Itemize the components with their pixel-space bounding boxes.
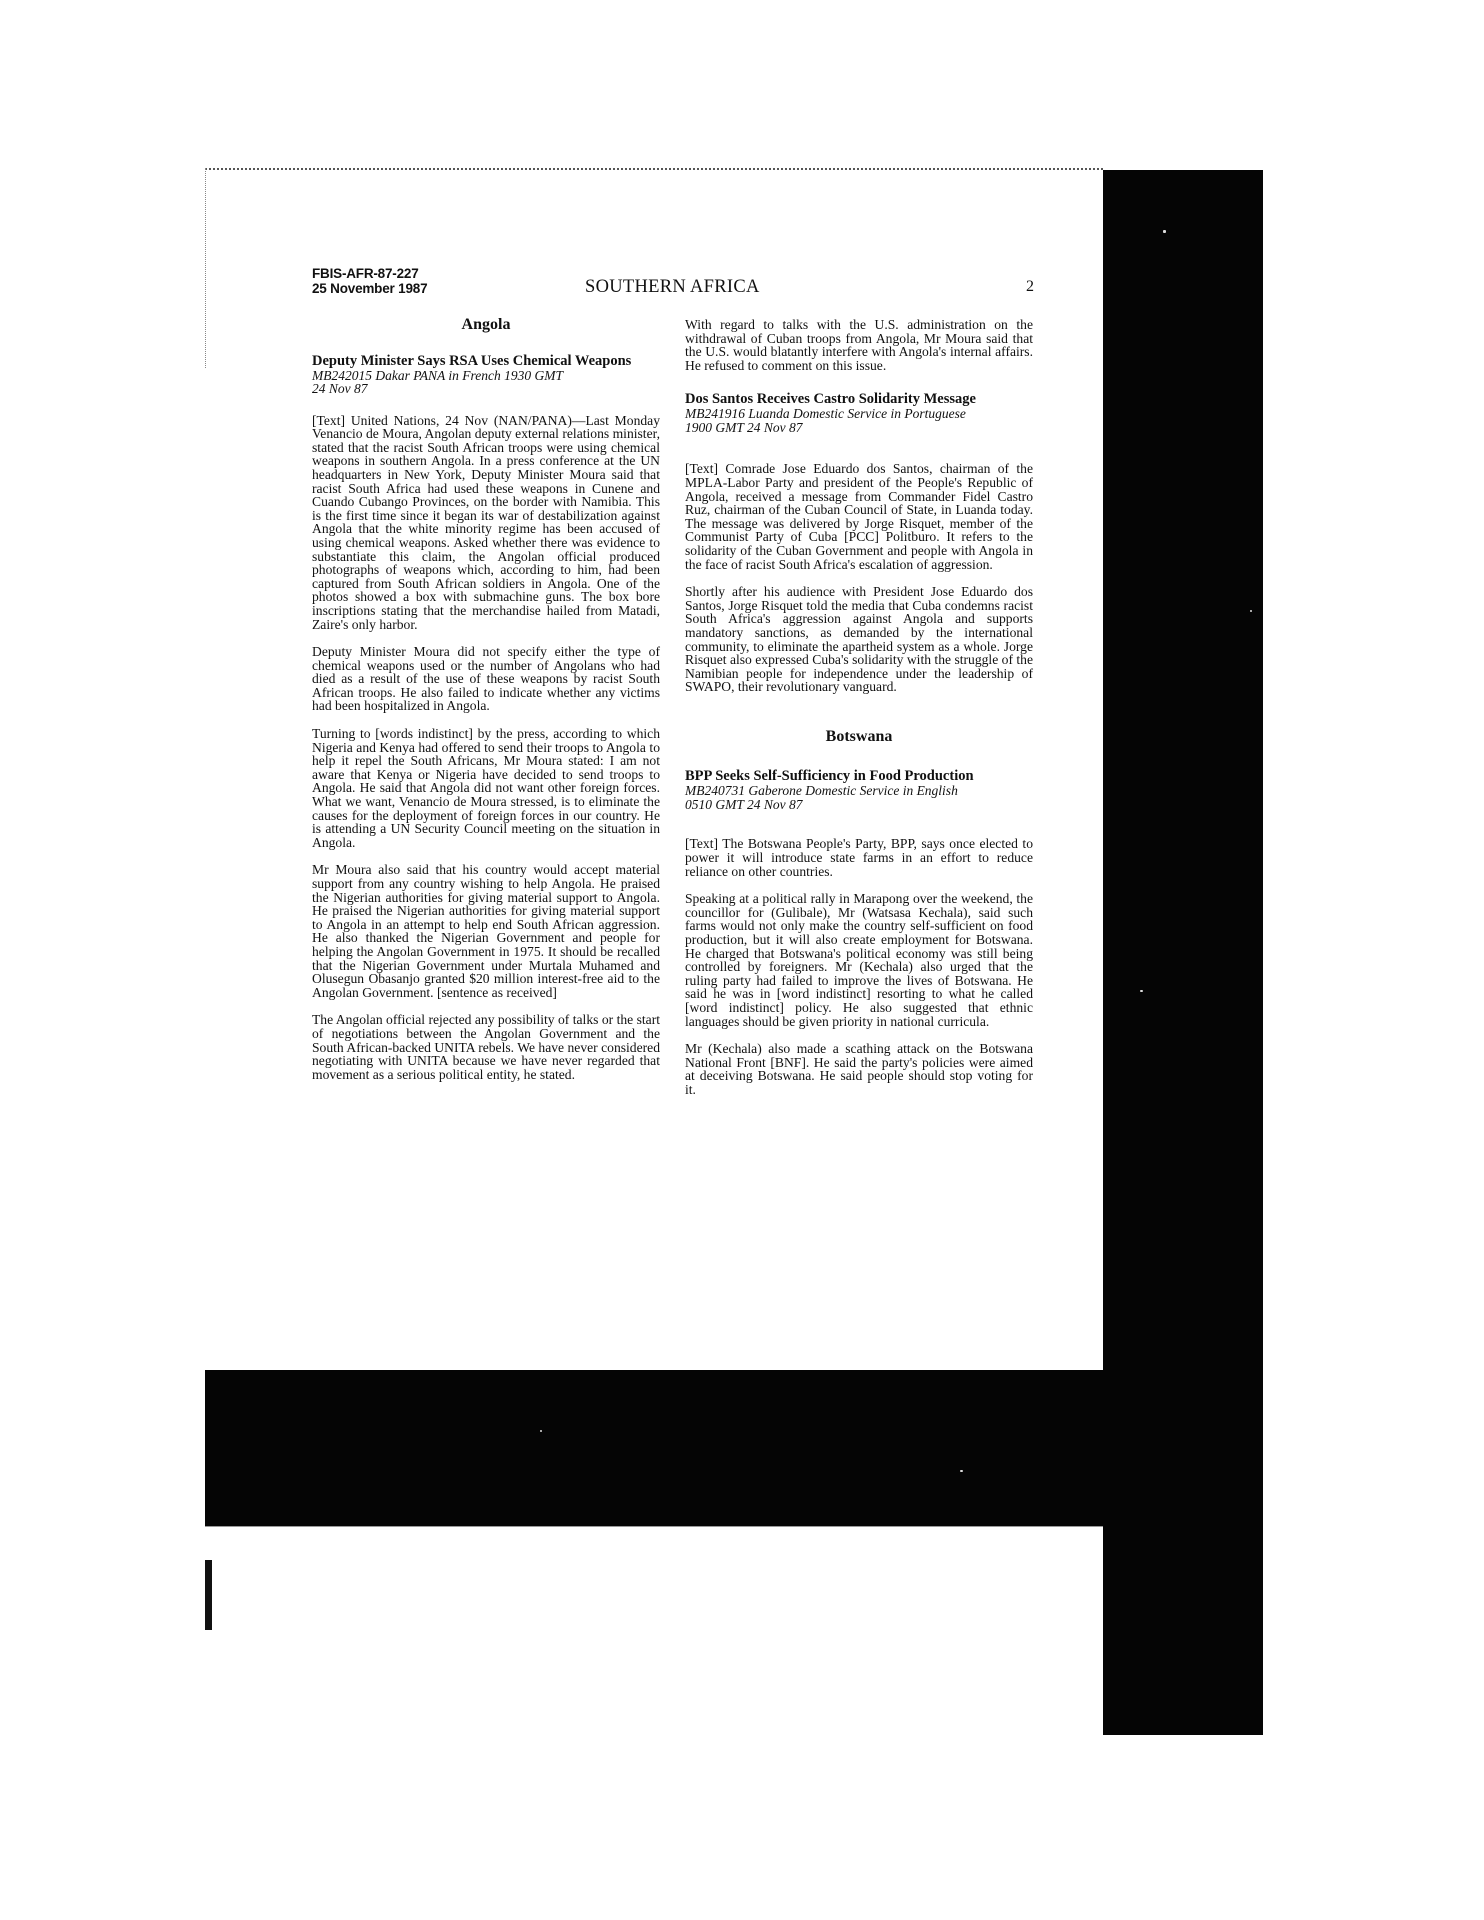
page-number: 2: [1026, 278, 1034, 295]
article-paragraph: [Text] Comrade Jose Eduardo dos Santos, chairman of the MPLA-Labor Party and president of the People's Republic of Angola, received a message from Commander Fidel Castro Ruz, chairman of the Cuban Council of State, in Luanda today. The message was delivered by Jorge Risquet, member of the Communist Party of Cuba [PCC] Politburo. It refers to the solidarity of the Cuban Government and people with Angola in the face of racist South Africa's escalation of aggression.: [685, 461, 1033, 572]
section-title-botswana: Botswana: [825, 727, 893, 745]
header-meta: [312, 266, 427, 296]
scan-edge-top: [205, 168, 1103, 170]
article-title: BPP Seeks Self-Sufficiency in Food Production: [685, 768, 974, 785]
article-title: Deputy Minister Says RSA Uses Chemical Weapons: [312, 352, 632, 369]
continuation-paragraph: With regard to talks with the U.S. administration on the withdrawal of Cuban troops from Angola, Mr Moura said that the U.S. would blatantly interfere with Angola's internal affairs. He refused to comment on this issue.: [685, 317, 1033, 373]
article-paragraph: The Angolan official rejected any possibility of talks or the start of negotiations between the Angolan Government and the South African-backed UNITA rebels. We have never considered negotiating with UNITA because we have never regarded that movement as a serious political entity, he stated.: [312, 1012, 660, 1082]
scan-speck: [1250, 610, 1252, 612]
article-paragraph: Deputy Minister Moura did not specify either the type of chemical weapons used or the number of Angolans who had died as a result of the use of these weapons by racist South African troops. He also failed to indicate whether any victims had been hospitalized in Angola.: [312, 644, 660, 714]
scan-bottom-strip: [205, 1526, 1103, 1647]
article-date: 24 Nov 87: [312, 381, 368, 397]
scan-speck: [1140, 990, 1143, 992]
scan-speck: [960, 1470, 963, 1472]
article-paragraph: Speaking at a political rally in Marapong over the weekend, the councillor for (Gulibale), Mr (Watsasa Kechala), said such farms would not only make the country self-sufficient on food production, but it will also create employment for Botswana. He charged that Botswana's political economy was still being controlled by foreigners. Mr (Kechala) also urged that the ruling party had failed to improve the lives of Botswana. He said he was in [word indistinct] resorting to what he called [word indistinct] policy. He also suggested that ethnic languages should be given priority in national curricula.: [685, 891, 1033, 1029]
scan-edge-mark: [205, 1560, 212, 1630]
section-title-angola: Angola: [461, 316, 511, 333]
article-paragraph: Turning to [words indistinct] by the press, according to which Nigeria and Kenya had offered to send their troops to Angola to help it repel the South Africans, Mr Moura stated: I am not aware that Kenya or Nigeria have decided to send troops to Angola. He said that Angola did not want other foreign forces. What we want, Venancio de Moura stressed, is to eliminate the causes for the deployment of foreign forces in our country. He is attending a UN Security Council meeting on the situation in Angola.: [312, 726, 660, 850]
article-paragraph: Mr (Kechala) also made a scathing attack on the Botswana National Front [BNF]. He said the party's policies were aimed at deceiving Botswana. He said people should stop voting for it.: [685, 1041, 1033, 1097]
scan-speck: [540, 1430, 542, 1432]
left-column: [312, 318, 660, 1095]
article-date: 1900 GMT 24 Nov 87: [685, 419, 803, 435]
article-paragraph: [Text] The Botswana People's Party, BPP, says once elected to power it will introduce state farms in an effort to reduce reliance on other countries.: [685, 836, 1033, 879]
document-date: 25 November 1987: [312, 281, 428, 296]
article-source: MB241916 Luanda Domestic Service in Portuguese: [685, 406, 966, 422]
running-header: [312, 266, 1034, 306]
article-paragraph: [Text] United Nations, 24 Nov (NAN/PANA)—Last Monday Venancio de Moura, Angolan deputy external relations minister, stated that the racist South African troops were using chemical weapons in southern Angola. In a press conference at the UN headquarters in New York, Deputy Minister Moura said that racist South Africa had used these weapons in Cunene and Cuando Cubango Provinces, on the border with Namibia. This is the first time since it began its war of destabilization against Angola that the white minority regime has been accused of using chemical weapons. Asked whether there was evidence to substantiate this claim, the Angolan official produced photographs of weapons which, according to him, had been captured from South African soldiers in Angola. One of the photos showed a box with submachine guns. The box bore inscriptions stating that the merchandise hailed from Matadi, Zaire's only harbor.: [312, 412, 660, 632]
document-id: FBIS-AFR-87-227: [312, 266, 419, 281]
section-spacer: [685, 708, 1033, 730]
article-title: Dos Santos Receives Castro Solidarity Message: [685, 391, 976, 408]
article-paragraph: Shortly after his audience with President Jose Eduardo dos Santos, Jorge Risquet told the media that Cuba condemns racist South Africa's aggression against Angola and supports mandatory sanctions, as demanded by the international community, to eliminate the apartheid system as a whole. Jorge Risquet also expressed Cuba's solidarity with the struggle of the Namibian people for independence under the leadership of SWAPO, their revolutionary vanguard.: [685, 584, 1033, 695]
article-paragraph: Mr Moura also said that his country would accept material support from any country wishing to help Angola. He praised the Nigerian authorities for giving material support to Angola. He praised the Nigerian authorities for giving material support to Angola in an attempt to help end South African aggression. He also thanked the Nigerian Government and people for helping the Angolan Government in 1975. It should be recalled that the Nigerian Government under Murtala Muhamed and Olusegun Obasanjo granted $20 million interest-free aid to the Angolan Government. [sentence as received]: [312, 862, 660, 1000]
region-title: SOUTHERN AFRICA: [585, 277, 760, 297]
scan-edge-left: [205, 168, 206, 368]
scan-speck: [1163, 230, 1166, 233]
right-column: [685, 318, 1033, 1111]
article-source: MB240731 Gaberone Domestic Service in English: [685, 783, 958, 799]
article-source: MB242015 Dakar PANA in French 1930 GMT: [312, 367, 563, 383]
article-date: 0510 GMT 24 Nov 87: [685, 796, 803, 812]
scan-black-margin-bottom: [205, 1370, 1263, 1526]
